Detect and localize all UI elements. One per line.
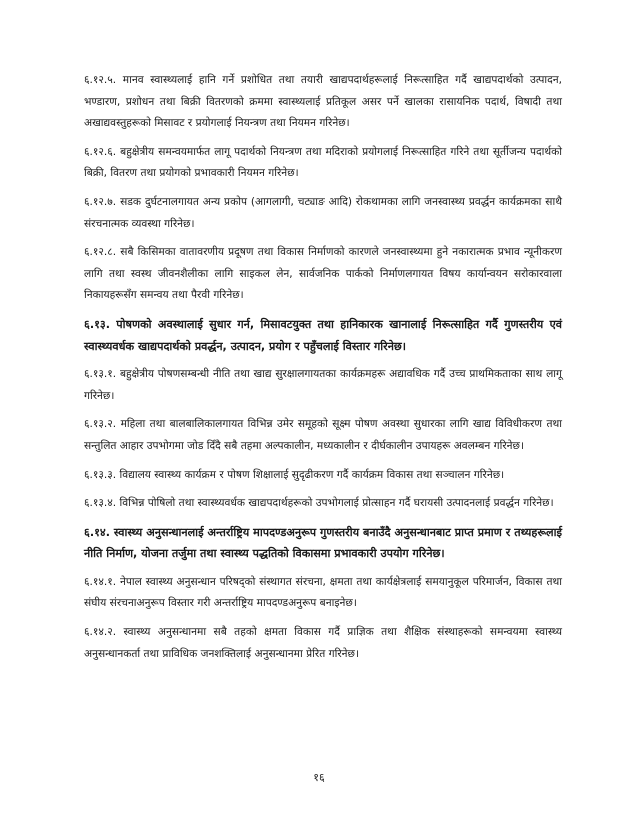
section-heading-6-14 xyxy=(84,522,562,565)
clause-text: स्वास्थ्य अनुसन्धानमा सबै तहको क्षमता विकास गर्दै प्राज्ञिक तथा शैक्षिक संस्थाहरूको समन्वयमा स्वास्थ्य अनुसन्धानकर्ता तथा प्राविधिक जनशक्तिलाई अनुसन्धानमा प्रेरित गरिनेछ। xyxy=(84,626,562,660)
clause-text: नेपाल स्वास्थ्य अनुसन्धान परिषद्को संस्थागत संरचना, क्षमता तथा कार्यक्षेत्रलाई समयानुकूल परिमार्जन, विकास तथा संघीय संरचनाअनुरूप विस्तार गरी अन्तर्राष्ट्रिय मापदण्डअनुरूप बनाइनेछ। xyxy=(84,575,562,610)
paragraph-6-12-6 xyxy=(84,142,562,185)
section-text: पोषणको अवस्थालाई सुधार गर्न, मिसावटयुक्त तथा हानिकारक खानालाई निरूत्साहित गर्दै गुणस्तरीय एवं स्वास्थ्यवर्धक खाद्यपदार्थको प्रवर्द्धन, उत्पादन, प्रयोग र पहुँचलाई विस्तार गरिनेछ। xyxy=(84,317,562,353)
clause-text: महिला तथा बालबालिकालगायत विभिन्न उमेर समूहको सूक्ष्म पोषण अवस्था सुधारका लागि खाद्य विविधीकरण तथा सन्तुलित आहार उपभोगमा जोड दिँदै सबै तहमा अल्पकालीन, मध्यकालीन र दीर्घकालीन उपायहरू अवलम्बन गरिनेछ। xyxy=(84,418,562,452)
clause-number: ६.१४.१. xyxy=(84,575,117,588)
section-text: स्वास्थ्य अनुसन्धानलाई अन्तर्राष्ट्रिय मापदण्डअनुरूप गुणस्तरीय बनाउँदै अनुसन्धानबाट प्राप्त प्रमाण र तथ्यहरूलाई नीति निर्माण, योजना तर्जुमा तथा स्वास्थ्य पद्धतिको विकासमा प्रभावकारी उपयोग गरिनेछ। xyxy=(84,525,562,561)
paragraph-6-14-1 xyxy=(84,572,562,615)
clause-text: बहुक्षेत्रीय समन्वयमार्फत लागू पदार्थको नियन्त्रण तथा मदिराको प्रयोगलाई निरूत्साहित गरिने तथा सूर्तीजन्य पदार्थको बिक्री, वितरण तथा प्रयोगको प्रभावकारी नियमन गरिनेछ। xyxy=(84,145,562,180)
paragraph-6-14-2 xyxy=(84,622,562,665)
paragraph-6-13-1 xyxy=(84,364,562,407)
clause-number: ६.१३.१. xyxy=(84,368,117,381)
clause-number: ६.१३.२. xyxy=(84,418,117,431)
paragraph-6-12-5 xyxy=(84,70,562,135)
clause-number: ६.१४.२. xyxy=(84,626,117,639)
document-page xyxy=(84,70,562,672)
clause-number: ६.१२.७. xyxy=(84,195,117,208)
clause-text: विद्यालय स्वास्थ्य कार्यक्रम र पोषण शिक्षालाई सुदृढीकरण गर्दै कार्यक्रम विकास तथा सञ्चालन गरिनेछ। xyxy=(119,468,505,481)
clause-number: ६.१२.५. xyxy=(84,74,117,86)
clause-text: विभिन्न पोषिलो तथा स्वास्थ्यवर्धक खाद्यपदार्थहरूको उपभोगलाई प्रोत्साहन गर्दै घरायसी उत्पादनलाई प्रवर्द्धन गरिनेछ। xyxy=(119,497,554,510)
paragraph-6-13-2 xyxy=(84,414,562,457)
paragraph-6-12-7 xyxy=(84,192,562,235)
clause-number: ६.१२.६. xyxy=(84,145,117,158)
clause-number: ६.१३.३. xyxy=(84,468,117,481)
section-heading-6-13 xyxy=(84,314,562,357)
paragraph-6-13-4 xyxy=(84,493,562,515)
page-number: १६ xyxy=(313,771,325,784)
clause-number: ६.१३.४. xyxy=(84,497,117,510)
clause-text: सबै किसिमका वातावरणीय प्रदूषण तथा विकास निर्माणको कारणले जनस्वास्थ्यमा हुने नकारात्मक प्रभाव न्यूनीकरण लागि तथा स्वस्थ जीवनशैलीका लागि साइकल लेन, सार्वजनिक पार्कको निर्माणलगायत विषय कार्यान्वयन सरोकारवाला निकायहरूसँग समन्वय तथा पैरवी गरिनेछ। xyxy=(84,246,562,302)
paragraph-6-13-3 xyxy=(84,465,562,487)
section-number: ६.१४. xyxy=(84,525,110,539)
clause-number: ६.१२.८. xyxy=(84,246,117,259)
section-number: ६.१३. xyxy=(84,317,110,331)
clause-text: सडक दुर्घटनालगायत अन्य प्रकोप (आगलागी, चट्याङ आदि) रोकथामका लागि जनस्वास्थ्य प्रवर्द्धन कार्यक्रमका साथै संरचनात्मक व्यवस्था गरिनेछ। xyxy=(84,195,562,230)
paragraph-6-12-8 xyxy=(84,242,562,307)
clause-text: मानव स्वास्थ्यलाई हानि गर्ने प्रशोधित तथा तयारी खाद्यपदार्थहरूलाई निरूत्साहित गर्दै खाद्यपदार्थको उत्पादन, भण्डारण, प्रशोधन तथा बिक्री वितरणको क्रममा स्वास्थ्यलाई प्रतिकूल असर पर्ने खालका रासायनिक पदार्थ, विषादी तथा अखाद्यवस्तुहरूको मिसावट र प्रयोगलाई नियन्त्रण तथा नियमन गरिनेछ। xyxy=(84,74,562,130)
clause-text: बहुक्षेत्रीय पोषणसम्बन्धी नीति तथा खाद्य सुरक्षालगायतका कार्यक्रमहरू अद्यावधिक गर्दै उच्च प्राथमिकताका साथ लागू गरिनेछ। xyxy=(84,368,562,402)
